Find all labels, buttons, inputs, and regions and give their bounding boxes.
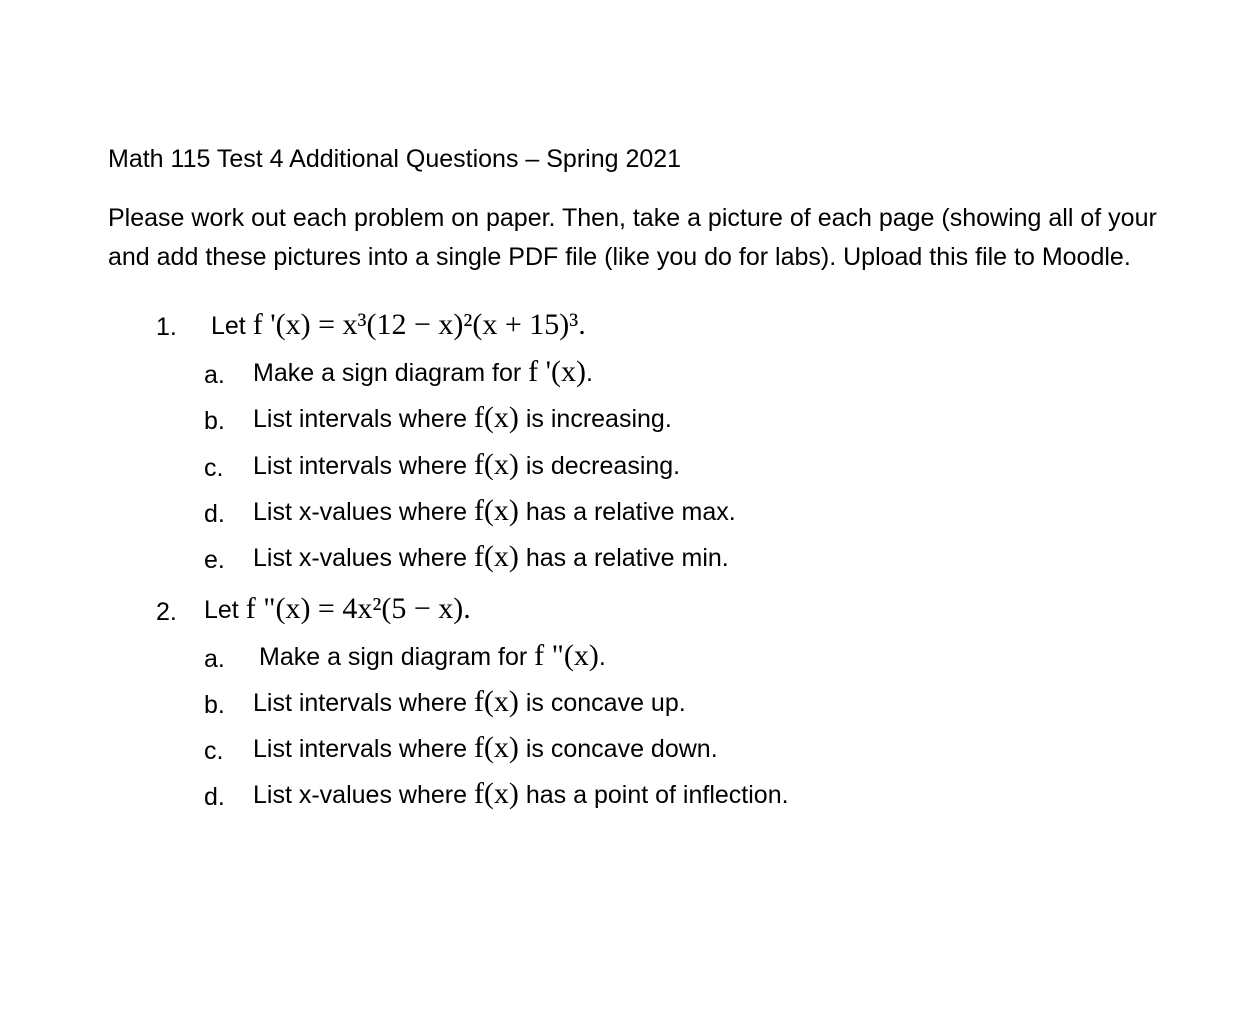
part-math: f "(x) bbox=[534, 639, 599, 672]
part-letter: d. bbox=[204, 500, 225, 528]
part-letter: d. bbox=[204, 783, 225, 811]
part-text bbox=[253, 687, 686, 718]
part-text-before: Make a sign diagram for bbox=[253, 359, 522, 387]
part-text-after: is concave up. bbox=[525, 689, 686, 717]
part-letter: c. bbox=[204, 737, 224, 765]
problem-lead: Let bbox=[211, 312, 246, 340]
part-text bbox=[253, 542, 729, 573]
part-math: f(x) bbox=[473, 777, 519, 810]
part-text bbox=[253, 450, 680, 481]
problem-statement bbox=[211, 310, 586, 341]
part-text-before: List intervals where bbox=[253, 405, 467, 433]
part-math: f(x) bbox=[473, 731, 519, 764]
part-text-after: is decreasing. bbox=[525, 452, 681, 480]
part-letter: c. bbox=[204, 454, 224, 482]
part-text-after: is increasing. bbox=[525, 405, 672, 433]
part-math: f(x) bbox=[473, 448, 519, 481]
part-text-before: List x-values where bbox=[253, 781, 467, 809]
part-text bbox=[253, 779, 789, 810]
problem-statement bbox=[204, 594, 471, 625]
part-letter: b. bbox=[204, 691, 225, 719]
part-letter: e. bbox=[204, 546, 225, 574]
part-math: f '(x) bbox=[528, 355, 587, 388]
instructions-line-1: Please work out each problem on paper. Then, take a picture of each page (showing all of your bbox=[108, 204, 1157, 232]
part-text-after: . bbox=[586, 359, 593, 387]
part-text bbox=[253, 496, 736, 527]
part-text-before: List x-values where bbox=[253, 498, 467, 526]
part-math: f(x) bbox=[473, 540, 519, 573]
part-letter: a. bbox=[204, 645, 225, 673]
problem-equation: f "(x) = 4x²(5 − x). bbox=[245, 592, 471, 625]
part-text-after: has a relative max. bbox=[525, 498, 736, 526]
part-text bbox=[259, 641, 606, 672]
part-text-after: is concave down. bbox=[525, 735, 718, 763]
problem-number: 1. bbox=[156, 313, 177, 341]
part-math: f(x) bbox=[473, 494, 519, 527]
problem-number: 2. bbox=[156, 598, 177, 626]
part-text-before: List intervals where bbox=[253, 452, 467, 480]
instructions-line-2: and add these pictures into a single PDF file (like you do for labs). Upload this file to Moodle. bbox=[108, 243, 1131, 271]
document-title: Math 115 Test 4 Additional Questions – Spring 2021 bbox=[108, 145, 682, 173]
problem-equation: f '(x) = x³(12 − x)²(x + 15)³. bbox=[252, 308, 586, 341]
part-letter: b. bbox=[204, 407, 225, 435]
part-text-before: Make a sign diagram for bbox=[259, 643, 528, 671]
part-text bbox=[253, 733, 718, 764]
part-text-after: has a relative min. bbox=[525, 544, 729, 572]
part-text bbox=[253, 403, 672, 434]
part-letter: a. bbox=[204, 361, 225, 389]
part-text-before: List intervals where bbox=[253, 735, 467, 763]
part-text-after: has a point of inflection. bbox=[525, 781, 789, 809]
part-text-after: . bbox=[598, 643, 606, 671]
problem-lead: Let bbox=[204, 596, 239, 624]
part-text-before: List x-values where bbox=[253, 544, 467, 572]
part-text-before: List intervals where bbox=[253, 689, 467, 717]
part-math: f(x) bbox=[473, 401, 519, 434]
part-text bbox=[253, 357, 593, 388]
part-math: f(x) bbox=[473, 685, 519, 718]
